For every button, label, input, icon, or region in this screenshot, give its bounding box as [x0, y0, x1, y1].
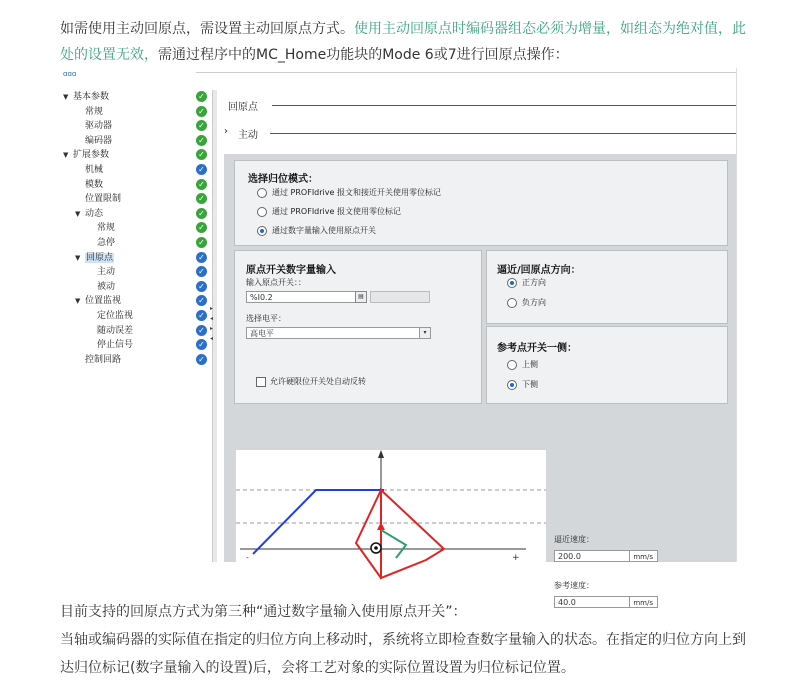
tree-item[interactable] [63, 148, 109, 162]
level-select[interactable] [246, 327, 431, 339]
section-expand-icon[interactable]: › [224, 126, 228, 137]
reference-side-title: 参考点开关一侧： [497, 343, 577, 354]
tree-item-label: 扩展参数 [73, 150, 110, 161]
status-check-icon: ✓ [196, 266, 207, 277]
reference-speed-label: 参考速度： [554, 581, 594, 590]
radio-icon[interactable] [507, 278, 517, 288]
status-check-icon: ✓ [196, 91, 207, 102]
tree-item-label: 控制回路 [85, 354, 122, 365]
toolbar-strip [60, 68, 736, 86]
tree-item[interactable] [87, 236, 115, 250]
radio-option[interactable] [257, 225, 376, 237]
input-switch-field[interactable]: %I0.2 [246, 291, 356, 303]
checkbox-icon[interactable] [256, 377, 266, 387]
input-switch-secondary-field [370, 291, 430, 303]
chevron-down-icon[interactable]: ▾ [419, 328, 430, 338]
radio-option[interactable] [507, 297, 546, 309]
tree-item-label: 急停 [97, 238, 116, 248]
approach-speed-label: 逼近速度： [554, 535, 594, 544]
tree-item-label: 驱动器 [85, 121, 113, 132]
tree-item[interactable] [87, 309, 133, 323]
radio-icon[interactable] [507, 380, 517, 390]
radio-label: 正方向 [522, 278, 546, 287]
input-switch-title: 原点开关数字量输入 [246, 265, 336, 276]
approach-speed-unit: mm/s [633, 553, 653, 561]
approach-speed-field[interactable] [554, 550, 658, 562]
homing-mode-box [234, 160, 728, 246]
section-title-homing: 回原点 [228, 102, 258, 113]
expand-triangle-icon[interactable]: ▼ [75, 253, 81, 262]
tree-item[interactable] [75, 178, 103, 192]
tree-item-label: 常规 [85, 106, 104, 117]
axis-plus-label: + [512, 553, 520, 563]
parameter-tree [60, 90, 212, 562]
status-check-icon: ✓ [196, 135, 207, 146]
reference-side-box [486, 326, 728, 404]
tree-item-label: 位置监视 [85, 296, 122, 307]
status-check-icon: ✓ [196, 295, 207, 306]
tree-item-label: 回原点 [86, 252, 114, 263]
tree-item-label: 随动误差 [97, 325, 134, 336]
reference-speed-value: 40.0 [558, 598, 576, 607]
direction-title: 逼近/回原点方向： [497, 265, 581, 276]
tree-item[interactable] [87, 280, 115, 294]
status-check-icon: ✓ [196, 281, 207, 292]
expand-triangle-icon[interactable]: ▼ [63, 151, 69, 160]
expand-triangle-icon[interactable]: ▼ [75, 209, 81, 218]
section-divider [272, 105, 736, 106]
approach-curve [253, 490, 384, 554]
tree-item[interactable] [63, 90, 109, 104]
approach-speed-value: 200.0 [558, 552, 581, 561]
radio-option[interactable] [507, 359, 538, 371]
radio-icon[interactable] [257, 207, 267, 217]
radio-option[interactable] [257, 187, 441, 199]
tree-item-label: 编码器 [85, 135, 113, 146]
status-check-icon: ✓ [196, 354, 207, 365]
tree-item-label: 定位监视 [97, 311, 134, 321]
expand-triangle-icon[interactable]: ▼ [63, 93, 69, 101]
status-check-icon: ✓ [196, 325, 207, 336]
tree-item[interactable] [87, 221, 115, 235]
reference-speed-unit: mm/s [633, 599, 653, 607]
outro-line-1: 目前支持的回原点方式为第三种“通过数字量输入使用原点开关”： [60, 604, 467, 620]
tree-item-label: 模数 [85, 179, 104, 190]
tree-item-label: 机械 [85, 165, 104, 175]
input-switch-label: 输入原点开关：： [246, 278, 306, 287]
outro-paragraph [60, 598, 750, 682]
section-title-active[interactable]: 主动 [238, 130, 258, 141]
tree-item[interactable] [75, 192, 121, 206]
status-check-icon: ✓ [196, 106, 207, 117]
tree-item[interactable] [87, 338, 133, 352]
radio-label: 下侧 [522, 380, 538, 389]
tree-item-label: 基本参数 [73, 92, 110, 102]
status-check-icon: ✓ [196, 208, 207, 219]
tree-item[interactable] [87, 324, 133, 338]
app-logo: ɑɑɑ [63, 70, 77, 78]
status-check-icon: ✓ [196, 149, 207, 160]
direction-box [486, 250, 728, 324]
auto-reverse-label: 允许硬限位开关处自动反转 [270, 377, 366, 386]
axis-minus-label: - [246, 553, 249, 562]
tree-item-label: 常规 [97, 223, 116, 234]
tree-item[interactable] [87, 265, 115, 279]
radio-label: 通过数字量输入使用原点开关 [272, 226, 376, 235]
radio-label: 上侧 [522, 360, 538, 369]
intro-text-2: 需通过程序中的MC_Home功能块的Mode 6或7进行回原点操作： [158, 47, 569, 63]
homing-diagram-svg [236, 450, 546, 562]
tree-item-label: 动态 [85, 208, 104, 219]
splitter-arrow-icons[interactable]: ▸ ◂ ▸ ◂ [210, 305, 214, 342]
status-check-icon: ✓ [196, 120, 207, 131]
intro-highlight-text: 使用主动回原点时编码器组态必须为增量，如组态为绝对值，此处的设置无效， [60, 21, 746, 63]
intro-text-1: 如需使用主动回原点，需设置主动回原点方式。 [60, 21, 354, 37]
intro-paragraph [60, 16, 750, 68]
home-marker-dot [374, 546, 378, 550]
radio-label: 负方向 [522, 298, 546, 307]
tree-item[interactable] [75, 251, 114, 265]
status-check-icon: ✓ [196, 310, 207, 321]
outro-line-2: 当轴或编码器的实际值在指定的归位方向上移动时，系统将立即检查数字量输入的状态。在指定的归位方向上到达归位标记(数字量输入的设置)后，会将工艺对象的实际位置设置为归位标记位置。 [60, 632, 746, 676]
radio-option[interactable] [257, 206, 401, 218]
toolbar-divider [196, 72, 736, 73]
level-select-value: 高电平 [250, 329, 274, 338]
radio-option[interactable] [507, 277, 546, 289]
tree-item-label: 主动 [97, 267, 116, 278]
input-switch-box [234, 250, 482, 404]
address-picker-icon[interactable]: ▤ [355, 291, 367, 303]
settings-panel [224, 90, 736, 607]
tree-item[interactable] [75, 353, 121, 367]
status-check-icon: ✓ [196, 222, 207, 233]
radio-icon[interactable] [257, 226, 267, 236]
tree-item[interactable] [75, 294, 121, 308]
reference-curve [381, 530, 406, 558]
tree-item[interactable] [75, 163, 103, 177]
status-check-icon: ✓ [196, 237, 207, 248]
radio-icon[interactable] [257, 188, 267, 198]
tree-item[interactable] [75, 134, 112, 148]
radio-icon[interactable] [507, 360, 517, 370]
auto-reverse-checkbox[interactable] [256, 376, 366, 388]
status-check-icon: ✓ [196, 179, 207, 190]
y-axis-arrow-icon [378, 450, 384, 458]
level-select-label: 选择电平： [246, 314, 286, 323]
homing-mode-title: 选择归位模式： [248, 174, 318, 185]
status-check-icon: ✓ [196, 164, 207, 175]
tree-item-label: 被动 [97, 281, 116, 292]
tree-item[interactable] [75, 207, 103, 221]
radio-label: 通过 PROFIdrive 报文和接近开关使用零位标记 [272, 188, 441, 197]
field-separator [629, 551, 630, 561]
reverse-curve-left [356, 490, 381, 578]
status-check-icon: ✓ [196, 252, 207, 263]
tree-item-label: 位置限制 [85, 194, 122, 205]
section-divider [270, 133, 736, 134]
reverse-curve [381, 490, 444, 578]
radio-option[interactable] [507, 379, 538, 391]
tia-portal-screenshot [60, 68, 737, 607]
tree-item[interactable] [75, 105, 103, 119]
radio-icon[interactable] [507, 298, 517, 308]
radio-label: 通过 PROFIdrive 报文使用零位标记 [272, 207, 401, 216]
tree-item[interactable] [75, 119, 112, 133]
tree-item-label: 停止信号 [97, 340, 134, 351]
homing-diagram [236, 450, 546, 562]
status-check-icon: ✓ [196, 339, 207, 350]
expand-triangle-icon[interactable]: ▼ [75, 297, 81, 306]
status-check-icon: ✓ [196, 193, 207, 204]
